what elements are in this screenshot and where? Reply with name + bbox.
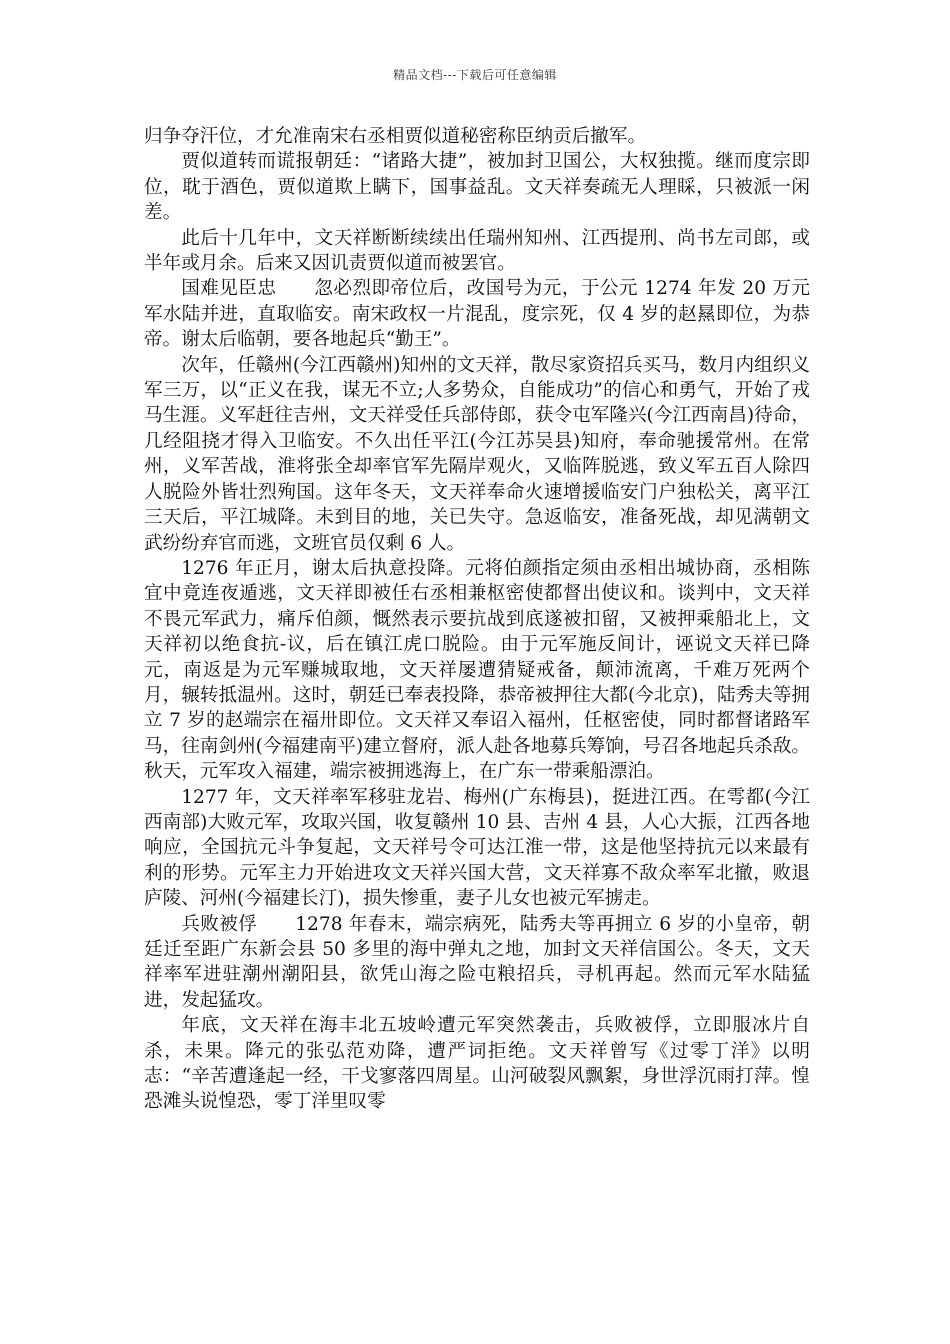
paragraph-official-posts: 此后十几年中，文天祥断断续续出任瑞州知州、江西提刑、尚书左司郎，或半年或月余。后来又因讥责贾似道而被罢官。 <box>144 227 810 275</box>
page-header: 精品文档---下载后可任意编辑 <box>393 68 557 82</box>
paragraph-1276-negotiation: 1276 年正月，谢太后执意投降。元将伯颜指定须由丞相出城协商，丞相陈宜中竟连夜遁逃，文天祥即被任右丞相兼枢密使都督出使议和。谈判中，文天祥不畏元军武力，痛斥伯颜，慨然表示要抗战到底遂被扣留，又被押乘船北上，文天祥初以绝食抗-议，后在镇江虎口脱险。由于元军施反间计，诬说文天祥已降元，南返是为元军赚城取地，文天祥屡遭猜疑戒备，颠沛流离，千难万死两个月，辗转抵温州。这时，朝廷已奉表投降，恭帝被押往大都(今北京)，陆秀夫等拥立 7 岁的赵端宗在福卅即位。文天祥又奉诏入福州，任枢密使，同时都督诸路军马，往南剑州(今福建南平)建立督府，派人赴各地募兵筹饷，号召各地起兵杀敌。秋天，元军攻入福建，端宗被拥逃海上，在广东一带乘船漂泊。 <box>144 557 810 783</box>
paragraph-jia-sidao-report: 贾似道转而谎报朝廷：“诸路大捷”，被加封卫国公，大权独揽。继而度宗即位，耽于酒色，贾似道欺上瞒下，国事益乱。文天祥奏疏无人理睬，只被派一闲差。 <box>144 151 810 224</box>
paragraph-volunteer-army: 次年，任赣州(今江西赣州)知州的文天祥，散尽家资招兵买马，数月内组织义军三万，以“正义在我，谋无不立;人多势众，自能成功”的信心和勇气，开始了戎马生涯。义军赶往吉州，文天祥受任兵部侍郎，获令屯军隆兴(今江西南昌)待命，几经阻挠才得入卫临安。不久出任平江(今江苏吴县)知府，奉命驰援常州。在常州，义军苦战，淮将张全却率官军先隔岸观火，又临阵脱逃，致义军五百人除四人脱险外皆壮烈殉国。这年冬天，文天祥奉命火速增援临安门户独松关，离平江三天后，平江城降。未到目的地，关已失守。急返临安，准备死战，却见满朝文武纷纷弃官而逃，文班官员仅剩 6 人。 <box>144 354 810 554</box>
paragraph-continuation: 归争夺汗位，才允准南宋右丞相贾似道秘密称臣纳贡后撤军。 <box>144 126 647 147</box>
paragraph-defeat-captured: 兵败被俘 1278 年春末，端宗病死，陆秀夫等再拥立 6 岁的小皇帝，朝廷迁至距广东新会县 50 多里的海中弹丸之地，加封文天祥信国公。冬天，文天祥率军进驻潮州潮阳县，欲凭山海之险屯粮招兵，寻机再起。然而元军水陆猛进，发起猛攻。 <box>144 913 810 1011</box>
paragraph-1277-campaign: 1277 年，文天祥率军移驻龙岩、梅州(广东梅县)，挺进江西。在雩都(今江西南部)大败元军，攻取兴国，收复赣州 10 县、吉州 4 县，人心大振，江西各地响应，全国抗元斗争复起，文天祥号令可达江淮一带，这是他坚持抗元以来最有利的形势。元军主力开始进攻文天祥兴国大营，文天祥寡不敌众率军北撤，败退庐陵、河州(今福建长汀)，损失惨重，妻子儿女也被元军掳走。 <box>144 786 810 910</box>
document-body <box>144 124 810 1115</box>
paragraph-national-crisis: 国难见臣忠 忽必烈即帝位后，改国号为元，于公元 1274 年发 20 万元军水陆并进，直取临安。南宋政权一片混乱，度宗死，仅 4 岁的赵㬎即位，为恭帝。谢太后临朝，要各地起兵“勤王”。 <box>144 278 810 351</box>
paragraph-year-end: 年底，文天祥在海丰北五坡岭遭元军突然袭击，兵败被俘，立即服冰片自杀，未果。降元的张弘范劝降，遭严词拒绝。文天祥曾写《过零丁洋》以明志：“辛苦遭逢起一经，干戈寥落四周星。山河破裂风飘絮，身世浮沉雨打萍。惶恐滩头说惶恐，零丁洋里叹零 <box>144 1015 810 1113</box>
